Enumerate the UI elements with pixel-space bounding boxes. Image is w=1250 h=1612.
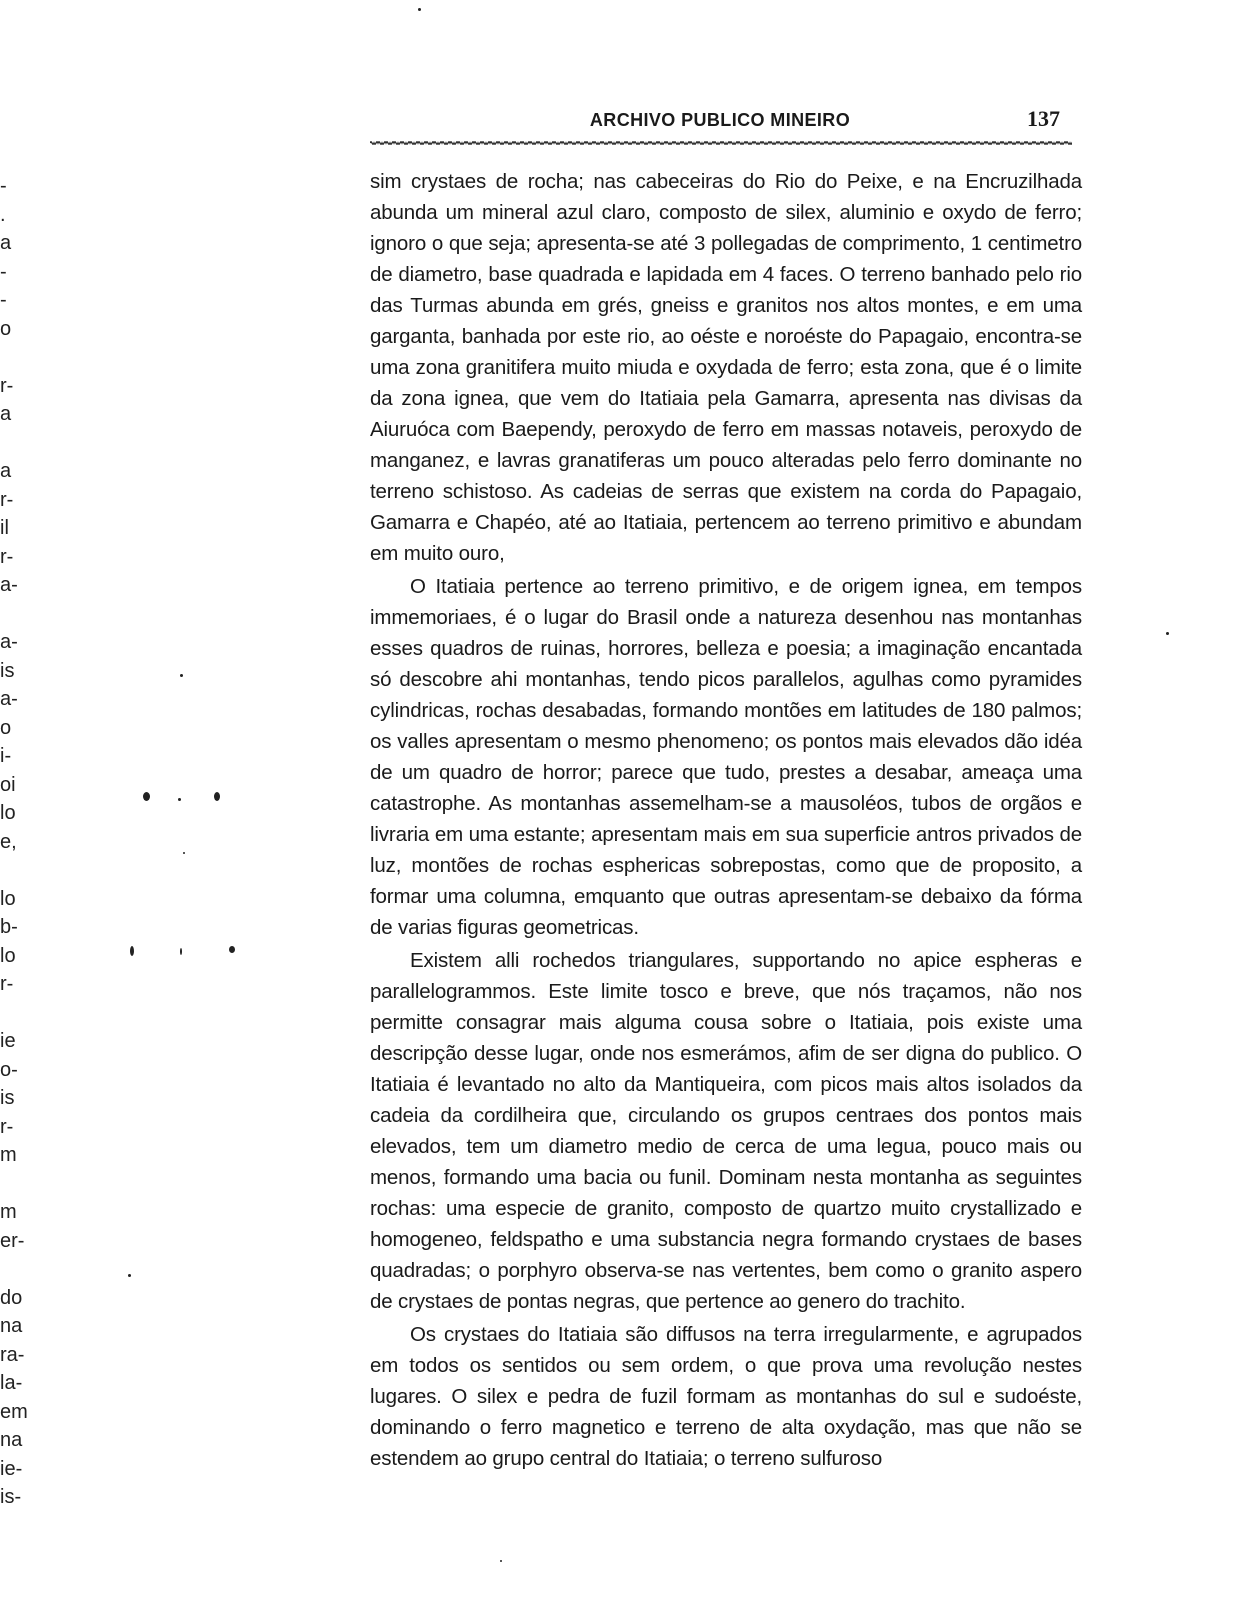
scan-speck bbox=[214, 792, 220, 801]
margin-fragment: ra- bbox=[0, 1343, 25, 1366]
scan-speck bbox=[418, 8, 421, 11]
margin-fragment: lo bbox=[0, 802, 16, 824]
margin-fragment: r- bbox=[0, 374, 14, 397]
running-header bbox=[370, 106, 1070, 136]
margin-fragment: e, bbox=[0, 830, 17, 853]
margin-fragment: - bbox=[0, 175, 7, 197]
margin-fragment: lo bbox=[0, 944, 16, 967]
header-wavy-rule bbox=[370, 140, 1072, 146]
margin-fragment: r- bbox=[0, 973, 14, 995]
scan-speck bbox=[128, 1274, 131, 1277]
margin-fragment: r- bbox=[0, 545, 14, 568]
paragraph: sim crystaes de rocha; nas cabeceiras do Rio do Peixe, e na Encruzilhada abunda um mineral azul claro, composto de silex, aluminio e oxydo de ferro; ignoro o que seja; apresenta-se até 3 pollegadas de comprimento, 1 centimetro de diametro, base quadrada e lapidada em 4 faces. O terreno banhado pelo rio das Turmas abunda em grés, gneiss e granitos nos altos montes, e em uma garganta, banhada por este rio, ao oéste e noroéste do Papagaio, encontra-se uma zona granitifera muito miuda e oxydada de ferro; esta zona, que é o limite da zona ignea, que vem do Itatiaia pela Gamarra, apresenta nas divisas da Aiuruóca com Baependy, peroxydo de ferro em massas notaveis, peroxydo de manganez, e lavras granatiferas um pouco alteradas pelo ferro dominante no terreno schistoso. As cadeias de serras que existem na corda do Papagaio, Gamarra e Chapéo, até ao Itatiaia, pertencem ao terreno primitivo e abundam em muito ouro, bbox=[370, 170, 1082, 565]
margin-fragment: oi bbox=[0, 773, 16, 796]
margin-fragment: a bbox=[0, 232, 12, 254]
margin-fragment: il bbox=[0, 517, 9, 539]
margin-fragment bbox=[0, 1170, 30, 1199]
scan-speck bbox=[500, 1560, 502, 1562]
margin-fragment bbox=[0, 1255, 30, 1284]
margin-fragment bbox=[0, 999, 30, 1028]
margin-fragment: ie bbox=[0, 1030, 16, 1052]
margin-fragment: r- bbox=[0, 1115, 14, 1138]
margin-fragment: b- bbox=[0, 916, 18, 938]
margin-fragment: r- bbox=[0, 488, 14, 511]
margin-fragment: . bbox=[0, 203, 6, 226]
margin-fragment: lo bbox=[0, 887, 16, 910]
paragraph: Os crystaes do Itatiaia são diffusos na terra irregularmente, e agrupados em todos os sentidos ou sem ordem, o que prova uma revolução nestes lugares. O silex e pedra de fuzil formam as montanhas do sul e sudoéste, dominando o ferro magnetico e terreno de alta oxydação, mas que não se estendem ao grupo central do Itatiaia; o terreno sulfuroso bbox=[370, 1323, 1082, 1470]
scan-speck bbox=[183, 852, 185, 854]
scan-speck bbox=[143, 792, 150, 801]
margin-fragment: - bbox=[0, 260, 7, 283]
margin-fragment: a- bbox=[0, 688, 18, 710]
page-number: 137 bbox=[1027, 106, 1060, 131]
scan-speck bbox=[180, 948, 182, 955]
margin-fragment: a- bbox=[0, 631, 18, 653]
margin-fragment bbox=[0, 856, 30, 885]
margin-fragment: a- bbox=[0, 574, 18, 596]
margin-fragment: ie- bbox=[0, 1457, 23, 1480]
scan-speck bbox=[178, 798, 181, 801]
running-title: ARCHIVO PUBLICO MINEIRO bbox=[589, 110, 851, 130]
margin-fragment: er- bbox=[0, 1229, 25, 1252]
margin-fragment: la- bbox=[0, 1372, 23, 1394]
margin-fragment bbox=[0, 600, 30, 629]
margin-fragment: o- bbox=[0, 1058, 18, 1081]
margin-fragment: do bbox=[0, 1286, 23, 1309]
scan-speck bbox=[229, 946, 235, 953]
margin-fragment: na bbox=[0, 1429, 23, 1451]
margin-fragment: em bbox=[0, 1400, 28, 1423]
margin-fragment: is bbox=[0, 659, 15, 682]
margin-fragment: m bbox=[0, 1144, 17, 1166]
margin-fragment: - bbox=[0, 289, 7, 311]
page-body bbox=[370, 166, 1082, 1474]
margin-fragment: m bbox=[0, 1201, 17, 1223]
margin-fragment: a bbox=[0, 403, 12, 425]
paragraph: Existem alli rochedos triangulares, supportando no apice espheras e parallelogrammos. Este limite tosco e breve, que nós traçamos, não nos permitte consagrar mais alguma cousa sobre o Itatiaia, pois existe uma descripção desse lugar, onde nos esmerámos, afim de ser digna do publico. O Itatiaia é levantado no alto da Mantiqueira, com picos mais altos isolados da cadeia da cordilheira que, circulando os grupos centraes dos pontos mais elevados, tem um diametro medio de cerca de uma legua, pouco mais ou menos, formando uma bacia ou funil. Dominam nesta montanha as seguintes rochas: uma especie de granito, composto de quartzo muito crystallizado e homogeneo, feldspatho e uma substancia negra formando crystaes de bases quadradas; o porphyro observa-se nas vertentes, bem como o granito aspero de crystaes de pontas negras, que pertence ao genero do trachito. bbox=[370, 949, 1082, 1313]
margin-fragment: is bbox=[0, 1087, 15, 1109]
margin-fragment bbox=[0, 429, 30, 458]
margin-fragment: na bbox=[0, 1315, 23, 1337]
scan-speck bbox=[1166, 632, 1169, 635]
scan-speck bbox=[130, 946, 134, 956]
previous-page-margin-fragments bbox=[0, 172, 30, 1512]
scan-speck bbox=[180, 674, 183, 677]
margin-fragment: o bbox=[0, 716, 12, 739]
margin-fragment: is- bbox=[0, 1486, 22, 1508]
margin-fragment: i- bbox=[0, 745, 12, 767]
margin-fragment: a bbox=[0, 460, 12, 482]
margin-fragment: o bbox=[0, 317, 12, 340]
margin-fragment bbox=[0, 343, 30, 372]
paragraph: O Itatiaia pertence ao terreno primitivo, e de origem ignea, em tempos immemoriaes, é o lugar do Brasil onde a natureza desenhou nas montanhas esses quadros de ruinas, horrores, belleza e poesia; a imaginação encantada só descobre ahi montanhas, tendo picos parallelos, agulhas como pyramides cylindricas, rochas desabadas, formando montões em latitudes de 180 palmos; os valles apresentam o mesmo phenomeno; os pontos mais elevados dão idéa de um quadro de horror; parece que tudo, prestes a desabar, ameaça uma catastrophe. As montanhas assemelham-se a mausoléos, tubos de orgãos e livraria em uma estante; apresentam mais em sua superficie antros privados de luz, montões de rochas esphericas sobrepostas, como que de proposito, a formar uma columna, emquanto que outras apresentam-se debaixo da fórma de varias figuras geometricas. bbox=[370, 575, 1082, 939]
